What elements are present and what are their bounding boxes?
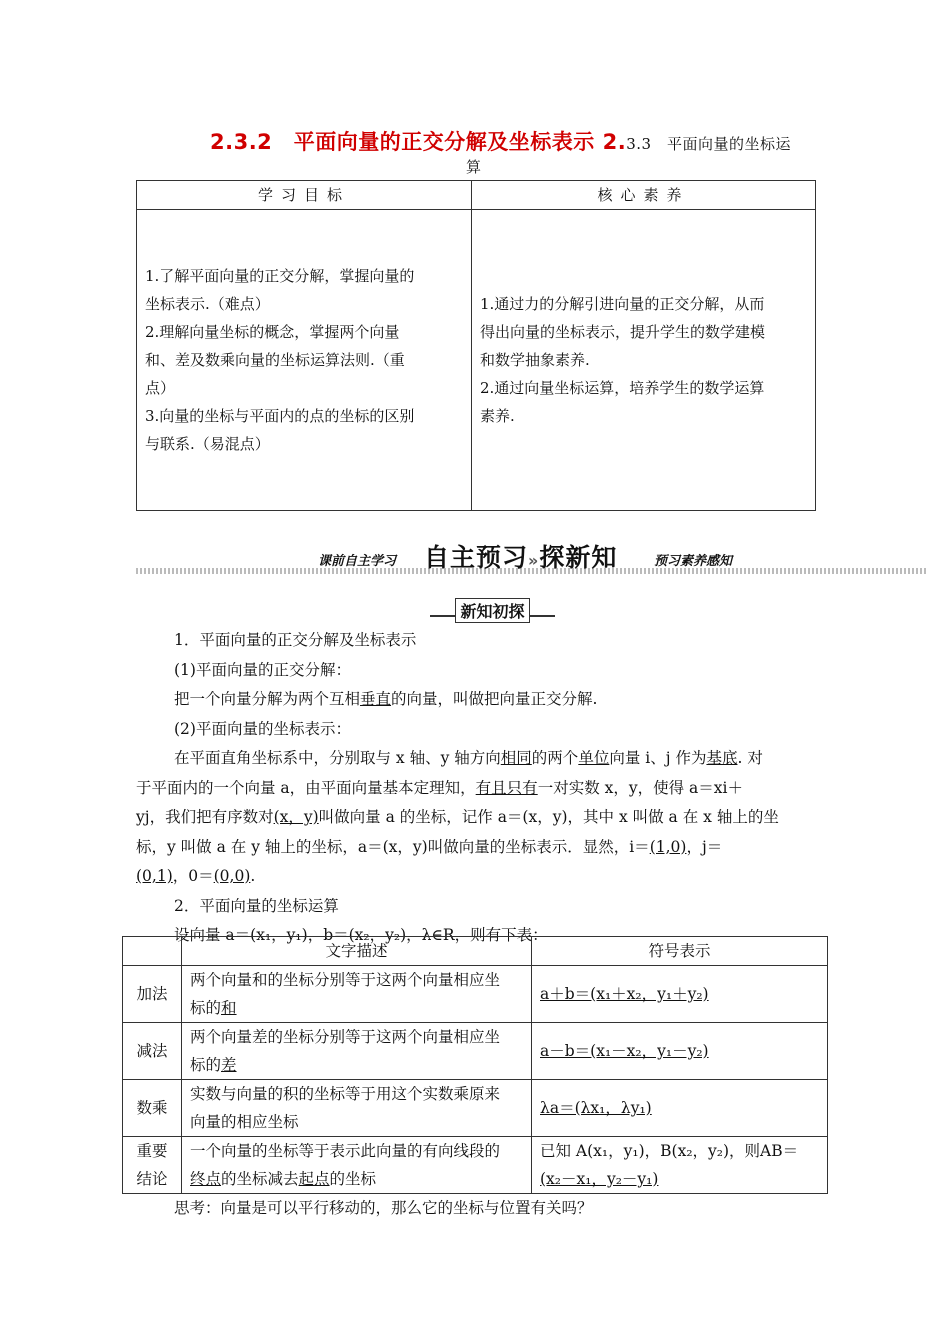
banner-arrow-icon: » <box>528 551 540 570</box>
literacy-line: 1.通过力的分解引进向量的正交分解，从而 <box>480 295 765 313</box>
goal-line: 和、差及数乘向量的坐标运算法则.（重 <box>145 351 405 369</box>
goals-header-left: 学习目标 <box>137 181 472 210</box>
ops-header-symbol: 符号表示 <box>532 937 828 966</box>
think-question: 思考：向量是可以平行移动的，那么它的坐标与位置有关吗？ <box>174 1199 593 1217</box>
goals-table <box>136 180 816 511</box>
literacy-line: 2.通过向量坐标运算，培养学生的数学运算 <box>480 379 765 397</box>
banner-right-label: 预习素养感知 <box>654 554 733 569</box>
goal-line: 3.向量的坐标与平面内的点的坐标的区别 <box>145 407 415 425</box>
table-row: 减法 两个向量差的坐标分别等于这两个向量相应坐 标的差 a－b＝(x₁－x₂，y₁－y₂) <box>123 1023 828 1080</box>
operations-table <box>122 936 828 1194</box>
banner-title: 自主预习»探新知 <box>424 543 618 572</box>
banner-left-label: 课前自主学习 <box>318 554 397 569</box>
goal-line: 2.理解向量坐标的概念，掌握两个向量 <box>145 323 400 341</box>
goal-line: 坐标表示.（难点） <box>145 295 270 313</box>
goal-line: 1.了解平面向量的正交分解，掌握向量的 <box>145 267 415 285</box>
section-banner <box>136 538 926 578</box>
page-title-wrap: 算 <box>466 158 482 176</box>
body-text: 1．平面向量的正交分解及坐标表示 (1)平面向量的正交分解： 把一个向量分解为两个互相垂直的向量，叫做把向量正交分解. (2)平面向量的坐标表示： 在平面直角坐标系中，分别取与 x 轴、y 轴方向相同的两个单位向量 i、j 作为基底. 对 于平面内的一个向量 a，由平面向量基本定理知，有且只有一对实数 x，y，使得 a＝xi＋ yj，我们把有序数对(x，y)叫做向量 a 的坐标，记作 a＝(x，y)，其中 x 叫做 a 在 x 轴上的坐 标，y 叫做 a 在 y 轴上的坐标，a＝(x，y)叫做向量的坐标表示．显然，i＝(1,0)，j＝ (0,1)，0＝(0,0). 2．平面向量的坐标运算 设向量 a＝(x₁，y₁)，b＝(x₂，y₂)，λ∈R，则有下表： <box>136 631 779 944</box>
section-tag: 新知初探 <box>430 598 555 622</box>
goals-header-right: 核心素养 <box>472 181 816 210</box>
page-title: 2.3.2 平面向量的正交分解及坐标表示 2.3.3 平面向量的坐标运 <box>210 130 792 154</box>
table-row: 加法 两个向量和的坐标分别等于这两个向量相应坐 标的和 a＋b＝(x₁＋x₂，y₁＋y₂) <box>123 966 828 1023</box>
literacy-line: 和数学抽象素养. <box>480 351 590 369</box>
goals-left-cell <box>137 210 472 511</box>
goals-right-cell <box>472 210 816 511</box>
ops-header-desc: 文字描述 <box>182 937 532 966</box>
table-row: 数乘 实数与向量的积的坐标等于用这个实数乘原来 向量的相应坐标 λa＝(λx₁，λy₁) <box>123 1080 828 1137</box>
literacy-line: 得出向量的坐标表示，提升学生的数学建模 <box>480 323 766 341</box>
goal-line: 与联系.（易混点） <box>145 435 270 453</box>
page-subtitle: 3.3 平面向量的坐标运 <box>626 135 792 153</box>
literacy-line: 素养. <box>480 407 515 425</box>
table-row: 重要 结论 一个向量的坐标等于表示此向量的有向线段的 终点的坐标减去起点的坐标 已知 A(x₁，y₁)，B(x₂，y₂)，则AB＝ (x₂－x₁，y₂－y₁) <box>123 1137 828 1194</box>
goal-line: 点） <box>145 379 176 397</box>
